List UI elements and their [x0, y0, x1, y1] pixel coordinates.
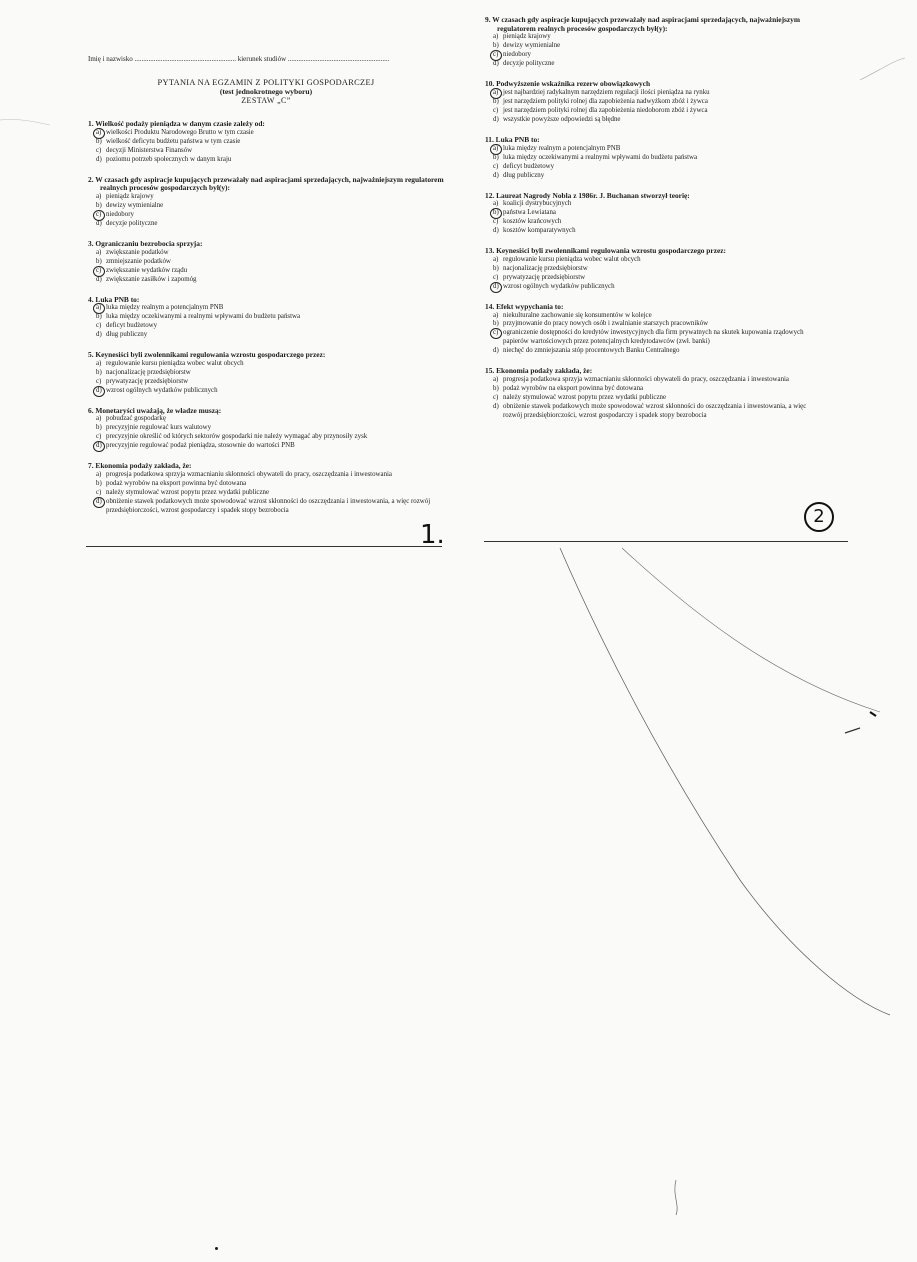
- answer-option: [96, 313, 444, 322]
- option-text: precyzyjnie regulować kurs walutowy: [106, 424, 212, 432]
- option-letter: b): [96, 202, 102, 210]
- answer-option: [96, 249, 444, 258]
- option-letter: a): [96, 471, 102, 479]
- answer-option-circled: [493, 209, 825, 218]
- question-item: [88, 240, 444, 285]
- option-letter: a): [493, 311, 499, 319]
- option-letter: d): [493, 403, 499, 410]
- option-text: nacjonalizację przedsiębiorstw: [106, 368, 191, 376]
- option-text: precyzyjnie określić od których sektorów gospodarki nie należy wymagać aby przynosiły zysk: [106, 433, 368, 441]
- question-item: [485, 192, 825, 237]
- option-text: podaż wyrobów na eksport powinna być dotowana: [503, 385, 644, 393]
- answer-option-circled: [493, 283, 825, 292]
- question-text: 5. Keynesiści byli zwolennikami regulowania wzrostu gospodarczego przez:: [88, 350, 326, 360]
- option-letter: d): [96, 331, 102, 339]
- page-divider-line: [484, 541, 848, 542]
- answer-option: [493, 312, 825, 321]
- question-text: 11. Luka PNB to:: [485, 134, 540, 144]
- answer-option: [493, 256, 825, 265]
- answer-option: [493, 60, 825, 69]
- question-item: [88, 176, 444, 229]
- option-text: regulowanie kursu pieniądza wobec walut obcych: [106, 359, 244, 367]
- question-item: [88, 407, 444, 452]
- option-letter: b): [96, 480, 102, 488]
- page-number-left: 1.: [420, 520, 445, 550]
- option-text: zwiększanie zasiłków i zapomóg: [106, 275, 197, 283]
- option-letter: c): [493, 273, 499, 281]
- answer-option: [493, 172, 825, 181]
- option-text: pobudzać gospodarkę: [106, 415, 166, 423]
- answer-option: [493, 154, 825, 163]
- option-text: obniżenie stawek podatkowych może spowodować wzrost skłonności do oszczędzania i inwestowania, a więc rozwój przedsiębiorczości, wzrost gospodarczy i spadek stopy bezrobocia: [503, 403, 807, 419]
- question-list-right: [485, 16, 825, 421]
- question-text: 13. Keynesiści byli zwolennikami regulowania wzrostu gospodarczego przez:: [485, 246, 727, 256]
- answer-option: [493, 107, 825, 116]
- option-letter: c): [96, 210, 102, 218]
- option-letter: a): [493, 144, 499, 152]
- exam-subtitle: (test jednokrotnego wyboru): [219, 86, 313, 96]
- option-letter: d): [96, 155, 102, 163]
- option-text: luka między realnym a potencjalnym PNB: [503, 144, 621, 152]
- option-text: deficyt budżetowy: [106, 322, 158, 330]
- answer-option: [96, 378, 444, 387]
- answer-option-circled: [96, 498, 444, 516]
- answer-option: [96, 202, 444, 211]
- answer-option: [96, 433, 444, 442]
- option-text: kosztów komparatywnych: [503, 227, 576, 235]
- answer-option-circled: [96, 211, 444, 220]
- answer-option: [96, 369, 444, 378]
- option-text: luka między oczekiwanymi a realnymi wpływami do budżetu państwa: [106, 313, 301, 321]
- question-text: 3. Ograniczaniu bezrobocia sprzyja:: [88, 238, 203, 248]
- exam-set-label: ZESTAW „C”: [241, 96, 291, 106]
- answer-options: [485, 312, 825, 357]
- answer-option: [493, 403, 825, 421]
- answer-option: [493, 394, 825, 403]
- answer-options: [88, 129, 444, 165]
- answer-option-circled: [96, 267, 444, 276]
- option-letter: c): [493, 107, 499, 115]
- answer-option-circled: [96, 304, 444, 313]
- option-letter: a): [493, 376, 499, 384]
- answer-option-circled: [493, 51, 825, 60]
- option-text: koalicji dystrybucyjnych: [503, 200, 572, 208]
- question-text: 6. Monetaryści uważają, że władze muszą:: [88, 405, 222, 415]
- option-text: progresja podatkowa sprzyja wzmacnianiu skłonności obywateli do pracy, oszczędzania i inwestowania: [106, 471, 392, 479]
- answer-option-circled: [96, 387, 444, 396]
- question-item: [88, 296, 444, 341]
- answer-option: [493, 347, 825, 356]
- option-text: zwiększanie wydatków rządu: [106, 266, 188, 274]
- answer-option: [493, 320, 825, 329]
- exam-sheet-right: [485, 16, 825, 432]
- option-text: ograniczenie dostępności do kredytów inwestycyjnych dla firm prywatnych na skutek kupowania rządowych papierów wartościowych przez potencjalnych kredytodawców (zwł. banki): [503, 329, 804, 346]
- option-letter: a): [96, 193, 102, 201]
- option-letter: b): [493, 209, 499, 217]
- answer-option: [493, 33, 825, 42]
- field-of-study-label: kierunek studiów ..........................................................: [237, 55, 390, 63]
- exam-sheet-left: [88, 55, 444, 527]
- option-text: niedobory: [106, 210, 134, 218]
- question-text: 15. Ekonomia podaży zakłada, że:: [485, 366, 593, 376]
- option-letter: d): [493, 347, 499, 355]
- answer-options: [485, 256, 825, 292]
- option-letter: a): [493, 200, 499, 208]
- answer-option: [493, 265, 825, 274]
- answer-options: [88, 304, 444, 340]
- option-text: prywatyzację przedsiębiorstw: [503, 273, 586, 281]
- option-letter: a): [96, 359, 102, 367]
- answer-options: [485, 33, 825, 69]
- ink-dot: [215, 1247, 218, 1250]
- option-letter: d): [493, 171, 499, 179]
- question-text: 2. W czasach gdy aspiracje kupujących przeważały nad aspiracjami sprzedających, najważniejszym regulatorem realnych procesów gospodarczych był(y):: [88, 174, 444, 193]
- question-item: [485, 303, 825, 357]
- answer-option: [96, 147, 444, 156]
- option-text: dewizy wymienialne: [106, 202, 164, 210]
- question-text: 12. Laureat Nagrody Nobla z 1986r. J. Buchanan stworzył teorię:: [485, 190, 690, 200]
- answer-option: [96, 360, 444, 369]
- option-text: wzrost ogólnych wydatków publicznych: [106, 386, 218, 394]
- option-letter: c): [96, 322, 102, 330]
- question-item: [88, 351, 444, 396]
- answer-option: [96, 193, 444, 202]
- option-letter: c): [493, 162, 499, 170]
- option-text: obniżenie stawek podatkowych może spowodować wzrost skłonności do oszczędzania i inwestowania, a więc rozwój przedsiębiorczości, wzrost gospodarczy i spadek stopy bezrobocia: [106, 498, 431, 514]
- answer-options: [88, 471, 444, 516]
- option-letter: a): [493, 89, 499, 97]
- question-text: 1. Wielkość podaży pieniądza w danym czasie zależy od:: [88, 118, 265, 128]
- option-text: dług publiczny: [503, 171, 545, 179]
- option-letter: c): [493, 394, 499, 402]
- student-info-line: [88, 55, 444, 63]
- question-text: 7. Ekonomia podaży zakłada, że:: [88, 461, 192, 471]
- option-text: jest najbardziej radykalnym narzędziem regulacji ilości pieniądza na rynku: [503, 89, 710, 97]
- option-text: wzrost ogólnych wydatków publicznych: [503, 282, 615, 290]
- answer-option: [96, 424, 444, 433]
- option-text: dług publiczny: [106, 331, 148, 339]
- option-text: poziomu potrzeb społecznych w danym kraju: [106, 155, 232, 163]
- option-text: kosztów krańcowych: [503, 218, 562, 226]
- option-letter: c): [493, 218, 499, 226]
- option-text: wielkości Produktu Narodowego Brutto w tym czasie: [106, 128, 254, 136]
- answer-option: [96, 276, 444, 285]
- answer-options: [88, 249, 444, 285]
- option-letter: b): [96, 137, 102, 145]
- option-letter: b): [493, 42, 499, 50]
- answer-option: [493, 42, 825, 51]
- option-letter: a): [96, 128, 102, 136]
- option-text: precyzyjnie regulować podaż pieniądza, stosownie do wartości PNB: [106, 442, 295, 450]
- option-text: należy stymulować wzrost popytu przez wydatki publiczne: [106, 489, 270, 497]
- option-letter: d): [96, 498, 102, 505]
- option-letter: d): [96, 219, 102, 227]
- option-letter: a): [96, 248, 102, 256]
- answer-option-circled: [493, 145, 825, 154]
- option-letter: c): [96, 146, 102, 154]
- page-number-right: 2: [804, 502, 834, 532]
- option-text: deficyt budżetowy: [503, 162, 555, 170]
- question-text: 14. Efekt wypychania to:: [485, 301, 564, 311]
- option-text: przyjmowanie do pracy nowych osób i zwalnianie starszych pracowników: [503, 320, 709, 328]
- option-letter: c): [96, 377, 102, 385]
- question-item: [88, 120, 444, 165]
- answer-option: [493, 274, 825, 283]
- answer-option: [493, 98, 825, 107]
- answer-options: [88, 193, 444, 229]
- option-text: progresja podatkowa sprzyja wzmacnianiu skłonności obywateli do pracy, oszczędzania i inwestowania: [503, 376, 789, 384]
- option-letter: b): [493, 264, 499, 272]
- option-text: regulowanie kursu pieniądza wobec walut obcych: [503, 255, 641, 263]
- answer-option-circled: [493, 89, 825, 98]
- answer-option-circled: [96, 129, 444, 138]
- option-letter: b): [493, 385, 499, 393]
- option-letter: d): [96, 386, 102, 394]
- option-text: decyzji Ministerstwa Finansów: [106, 146, 193, 154]
- answer-option: [493, 227, 825, 236]
- option-text: dewizy wymienialne: [503, 42, 561, 50]
- option-text: niekulturalne zachowanie się konsumentów w kolejce: [503, 311, 652, 319]
- option-letter: d): [493, 115, 499, 123]
- option-text: nacjonalizację przedsiębiorstw: [503, 264, 588, 272]
- question-item: [485, 136, 825, 181]
- answer-option-circled: [493, 329, 825, 347]
- answer-option: [96, 138, 444, 147]
- option-letter: b): [493, 153, 499, 161]
- option-letter: a): [493, 255, 499, 263]
- answer-option: [96, 156, 444, 165]
- option-text: luka między oczekiwanymi a realnymi wpływami do budżetu państwa: [503, 153, 698, 161]
- option-letter: c): [96, 266, 102, 274]
- question-text: 4. Luka PNB to:: [88, 294, 140, 304]
- option-text: pieniądz krajowy: [106, 193, 154, 201]
- answer-option: [493, 218, 825, 227]
- option-letter: b): [96, 313, 102, 321]
- option-letter: d): [493, 60, 499, 68]
- option-letter: d): [493, 227, 499, 235]
- option-letter: b): [493, 98, 499, 106]
- answer-option: [493, 376, 825, 385]
- option-letter: a): [96, 415, 102, 423]
- answer-option: [493, 116, 825, 125]
- option-text: należy stymulować wzrost popytu przez wydatki publiczne: [503, 394, 667, 402]
- question-item: [485, 16, 825, 69]
- option-letter: b): [96, 424, 102, 432]
- option-text: decyzje polityczne: [106, 219, 158, 227]
- option-letter: c): [96, 433, 102, 441]
- option-letter: c): [493, 51, 499, 59]
- answer-option-circled: [96, 442, 444, 451]
- page-divider-line: [86, 546, 442, 547]
- answer-options: [485, 145, 825, 181]
- answer-option: [96, 220, 444, 229]
- option-text: niedobory: [503, 51, 531, 59]
- answer-option: [96, 471, 444, 480]
- answer-options: [88, 360, 444, 396]
- option-letter: c): [493, 329, 499, 337]
- option-text: pieniądz krajowy: [503, 33, 551, 41]
- option-text: jest narzędziem polityki rolnej dla zapobieżenia niedoborom zbóż i żywca: [503, 107, 708, 115]
- name-field-label: Imię i nazwisko ..........................................................: [88, 55, 236, 63]
- question-item: [485, 367, 825, 421]
- exam-title: PYTANIA NA EGZAMIN Z POLITYKI GOSPODARCZEJ: [157, 78, 375, 87]
- option-text: jest narzędziem polityki rolnej dla zapobieżenia nadwyżkom zbóż i żywca: [503, 98, 708, 106]
- option-text: zwiększanie podatków: [106, 248, 169, 256]
- option-letter: b): [493, 320, 499, 328]
- question-text: 10. Podwyższenie wskaźnika rezerw obowiązkowych: [485, 79, 651, 89]
- answer-option: [493, 163, 825, 172]
- answer-option: [96, 258, 444, 267]
- answer-options: [485, 376, 825, 421]
- question-item: [485, 80, 825, 125]
- question-item: [88, 462, 444, 516]
- option-letter: a): [493, 33, 499, 41]
- answer-option: [493, 385, 825, 394]
- answer-option: [96, 331, 444, 340]
- option-text: prywatyzację przedsiębiorstw: [106, 377, 189, 385]
- option-text: decyzje polityczne: [503, 60, 555, 68]
- answer-option: [96, 480, 444, 489]
- option-text: luka między realnym a potencjalnym PNB: [106, 304, 224, 312]
- option-letter: d): [96, 275, 102, 283]
- answer-option: [96, 489, 444, 498]
- answer-options: [485, 89, 825, 125]
- answer-option: [96, 415, 444, 424]
- option-text: zmniejszanie podatków: [106, 257, 171, 265]
- option-text: wielkość deficytu budżetu państwa w tym czasie: [106, 137, 241, 145]
- option-text: państwa Lewiatana: [503, 209, 556, 217]
- answer-options: [88, 415, 444, 451]
- option-text: wszystkie powyższe odpowiedzi są błędne: [503, 115, 621, 123]
- option-text: niechęć do zmniejszania stóp procentowych Banku Centralnego: [503, 347, 680, 355]
- option-letter: d): [96, 442, 102, 450]
- answer-option: [493, 200, 825, 209]
- question-item: [485, 247, 825, 292]
- option-letter: b): [96, 368, 102, 376]
- option-letter: a): [96, 304, 102, 312]
- option-text: podaż wyrobów na eksport powinna być dotowana: [106, 480, 247, 488]
- question-list-left: [88, 120, 444, 516]
- question-text: 9. W czasach gdy aspiracje kupujących przeważały nad aspiracjami sprzedających, najważniejszym regulatorem realnych procesów gospodarczych był(y):: [485, 15, 801, 33]
- option-letter: d): [493, 282, 499, 290]
- option-letter: b): [96, 257, 102, 265]
- answer-option: [96, 322, 444, 331]
- option-letter: c): [96, 489, 102, 497]
- answer-options: [485, 200, 825, 236]
